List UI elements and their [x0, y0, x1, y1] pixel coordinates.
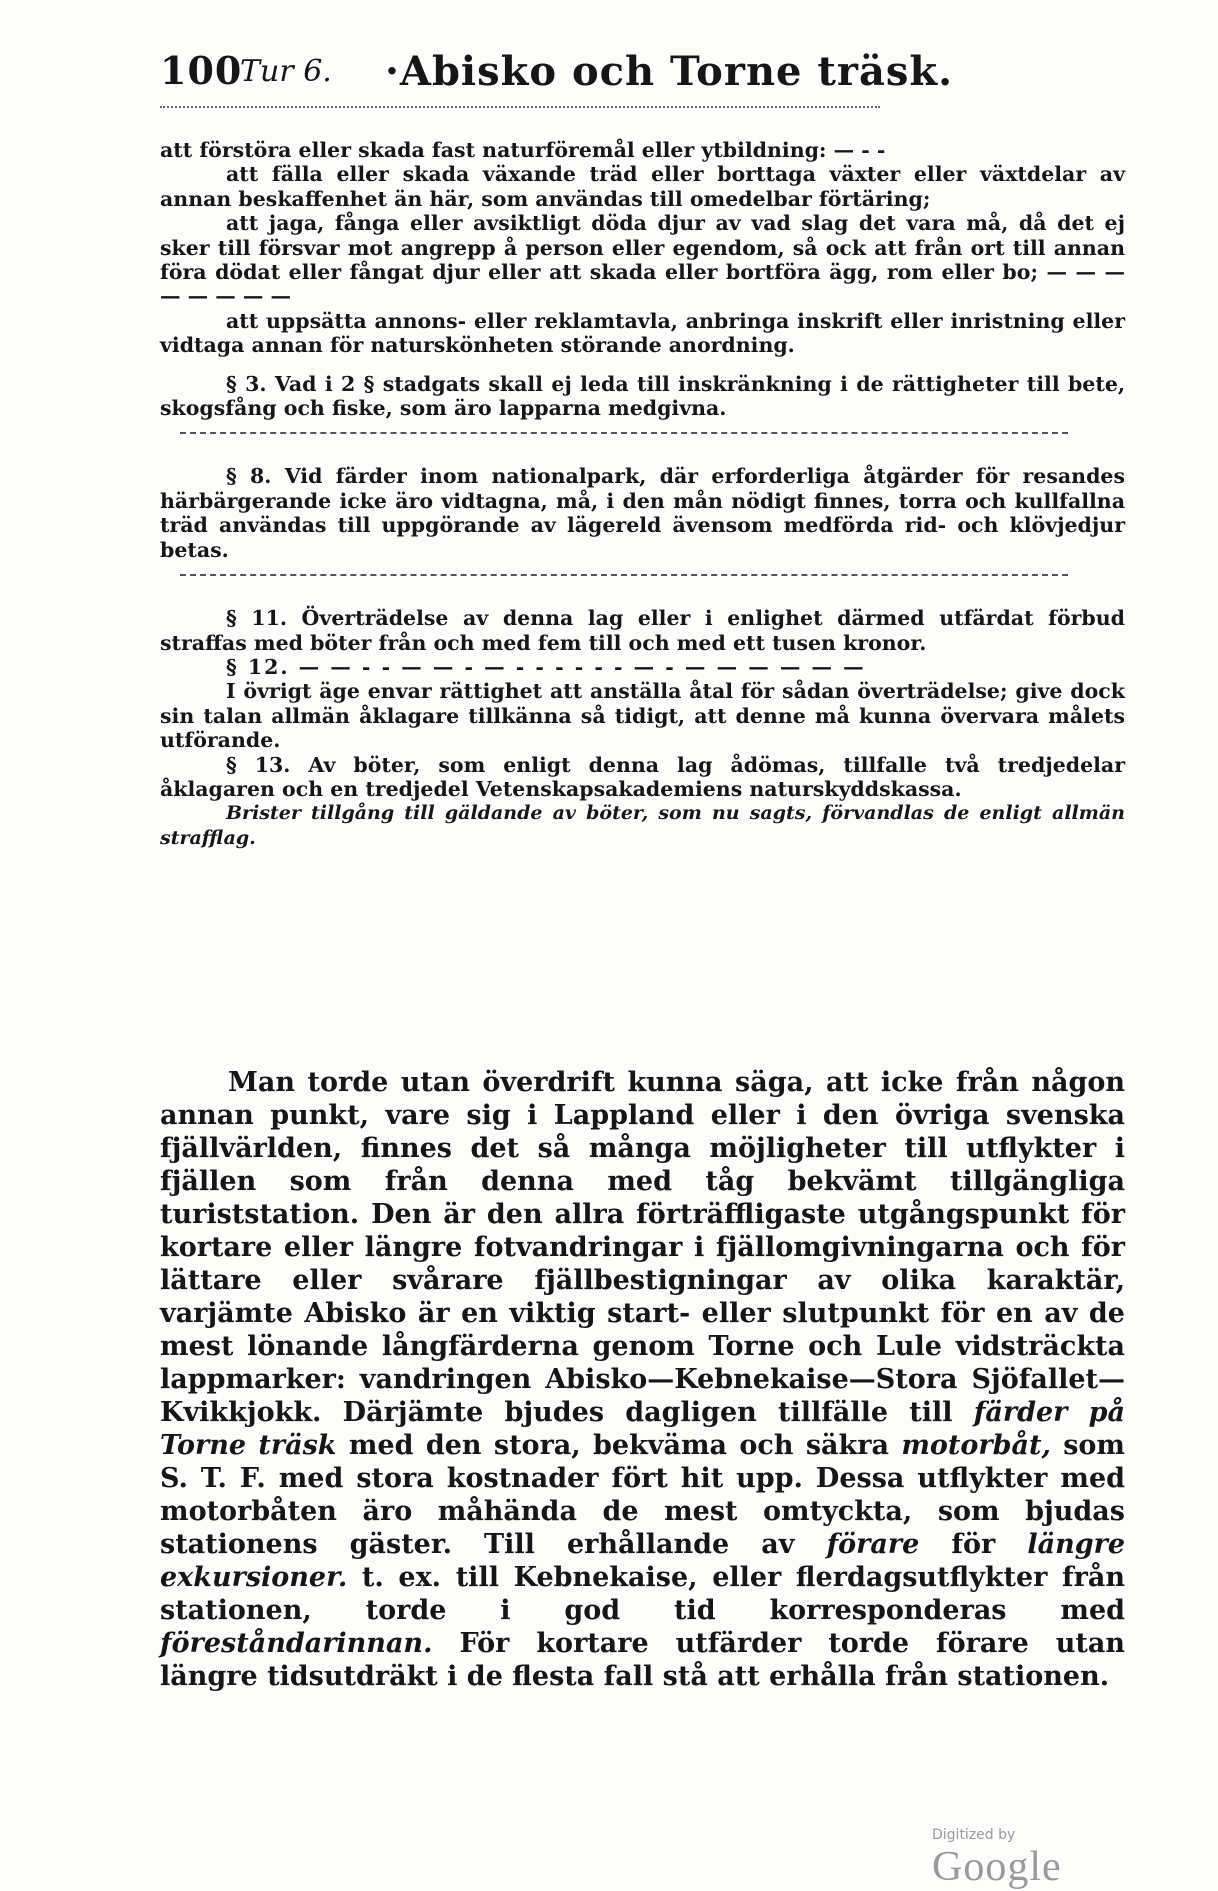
emphasis-guide: förare [826, 1529, 920, 1560]
emphasis-motorboat: motorbåt, [901, 1430, 1051, 1461]
section-3: § 3. Vad i 2 § stadgats skall ej leda till inskränkning i de rättigheter till bete, skogsfång och fiske, som äro lapparna medgivna. [160, 371, 1125, 421]
prohibition-2: att fälla eller skada växande träd eller borttaga växter eller växtdelar av annan beskaffenhet än här, som användas till omedelbar förtäring; [160, 162, 1125, 211]
section-12-heading: § 12. — — - - — — - — - - - - - - — - — — — — — — [226, 654, 866, 679]
prohibition-1: att förstöra eller skada fast naturföremål eller ytbildning: — - - [160, 138, 886, 162]
section-13: § 13. Av böter, som enligt denna lag ådömas, tillfalle två tredjedelar åklagaren och en tredjedel Vetenskapsakademiens naturskyddskassa. [160, 752, 1125, 801]
running-header [160, 48, 1125, 98]
section-separator [180, 574, 1068, 592]
prohibition-3: att jaga, fånga eller avsiktligt döda djur av vad slag det vara må, då det ej sker till försvar mot angrepp å person eller egendom, så ock att från ort till annan föra dödat eller fångat djur eller att skada eller bortföra ägg, rom eller bo; — — — — — — — — [160, 211, 1125, 309]
chapter-title: ·Abisko och Torne träsk. [385, 48, 954, 95]
digitized-watermark [932, 1824, 1125, 1891]
section-12: I övrigt äge envar rättighet att anställa åtal för sådan överträdelse; give dock sin talan allmän åklagare tillkänna så tidigt, att denne må kunna övervara målets utförande. [160, 679, 1125, 753]
main-text: Man torde utan överdrift kunna säga, att icke från någon annan punkt, vare sig i Lappland eller i den övriga svenska fjällvärlden, finnes det så många möjligheter till utflykter i fjällen som från denna med tåg bekvämt tillgängliga turiststation. Den är den allra förträffligaste utgångspunkt för kortare eller längre fotvandringar i fjällomgivningarna och för lättare eller svårare fjällbestigningar av olika karaktär, varjämte Abisko är en viktig start- eller slutpunkt för en av de mest lönande långfärderna genom Torne och Lule vidsträckta lappmarker: vandringen Abisko—Kebnekaise—Stora Sjöfallet—Kvikkjokk. Därjämte bjudes dagligen tillfälle till färder på Torne träsk med den stora, bekväma och säkra motorbåt, som S. T. F. med stora kostnader fört hit upp. Dessa utflykter med motorbåten äro måhända de mest omtyckta, som bjudas stationens gäster. Till erhållande av förare för längre exkursioner. t. ex. till Kebnekaise, eller flerdagsutflykter från stationen, torde i god tid korresponderas med föreståndarinnan. För kortare utfärder torde förare utan längre tidsutdräkt i de flesta fall stå att erhålla från stationen. [160, 1067, 1126, 1692]
prohibition-4: att uppsätta annons- eller reklamtavla, anbringa inskrift eller inristning eller vidtaga annan för naturskönheten störande anordning. [160, 308, 1125, 358]
page-content [160, 48, 1126, 1890]
tour-label: Tur 6. [240, 54, 332, 89]
section-11: § 11. Överträdelse av denna lag eller i enlighet därmed utfärdat förbud straffas med böter från och med fem till och med ett tusen kronor. [160, 606, 1125, 655]
section-8: § 8. Vid färder inom nationalpark, där erforderliga åtgärder för resandes härbärgerande icke äro vidtagna, må, i den mån nödigt finnes, torra och kullfallna träd användas till uppgörande av lägereld ävensom medförda rid- och klövjedjur betas. [160, 464, 1125, 562]
law-text [160, 138, 1125, 850]
main-paragraph [160, 1066, 1125, 1693]
emphasis-boat-trips: färder på Torne träsk [160, 1397, 1126, 1461]
section-separator [180, 432, 1068, 450]
header-rule [160, 106, 880, 108]
google-logo-text: Google [932, 1844, 1062, 1890]
emphasis-manager: föreståndarinnan. [160, 1628, 433, 1659]
digitized-label: Digitized by [932, 1827, 1016, 1843]
footnote-italic: Brister tillgång till gäldande av böter, som nu sagts, förvandlas de enligt allmän strafflag. [160, 802, 1125, 849]
page-number: 100 [160, 48, 243, 93]
emphasis-excursions: längre exkursioner. [160, 1529, 1125, 1593]
